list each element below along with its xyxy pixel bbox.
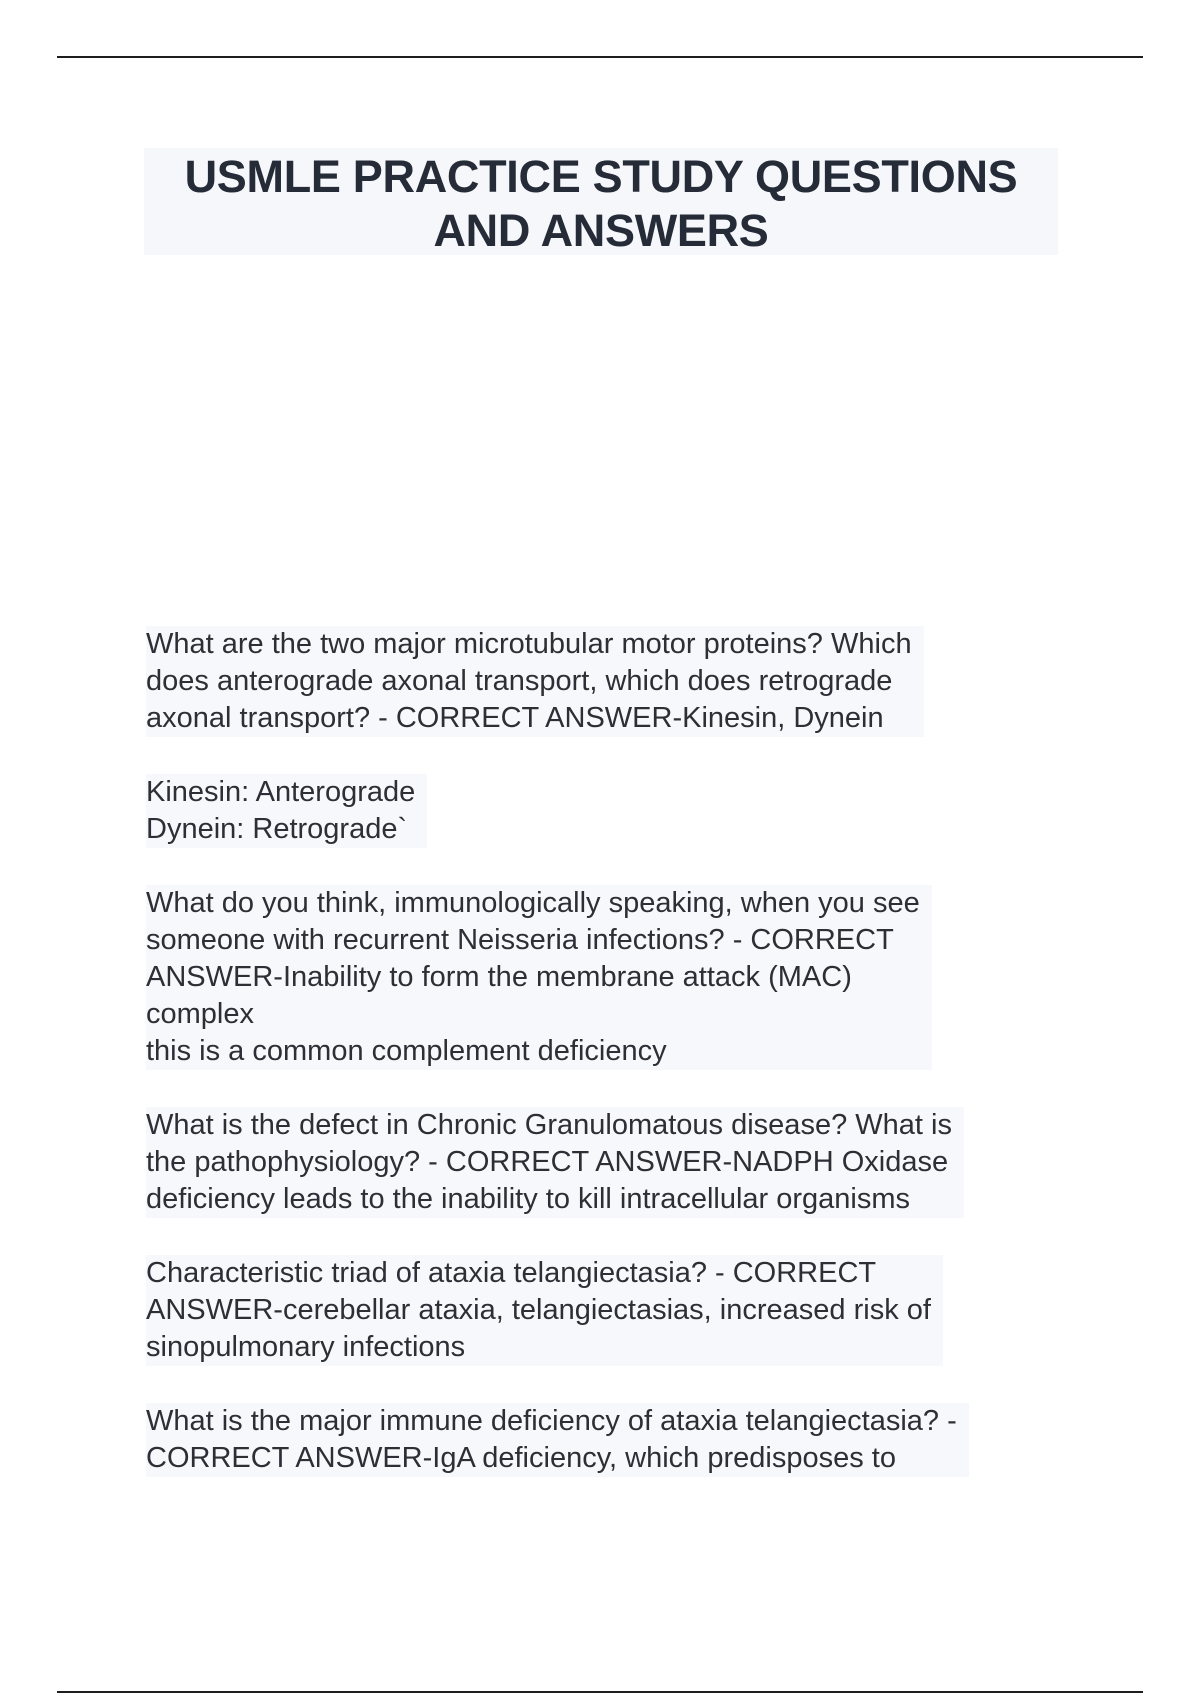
text-line: Characteristic triad of ataxia telangiectasia? - CORRECT <box>146 1257 877 1289</box>
text-line: ANSWER-cerebellar ataxia, telangiectasias, increased risk of <box>146 1294 931 1326</box>
title-box <box>144 148 1058 255</box>
bottom-rule <box>57 1691 1143 1693</box>
title-line-2: AND ANSWERS <box>433 205 769 256</box>
text-line: Kinesin: Anterograde <box>146 776 416 808</box>
text-line: What are the two major microtubular motor proteins? Which <box>146 628 912 660</box>
text-line: deficiency leads to the inability to kill intracellular organisms <box>146 1183 911 1215</box>
qa-block-motor-proteins <box>146 626 924 737</box>
text-line: complex <box>146 998 254 1030</box>
text-line: What do you think, immunologically speaking, when you see <box>146 887 920 919</box>
text-line: the pathophysiology? - CORRECT ANSWER-NADPH Oxidase <box>146 1146 949 1178</box>
text-line: does anterograde axonal transport, which does retrograde <box>146 665 893 697</box>
top-rule <box>57 56 1143 58</box>
text-line: this is a common complement deficiency <box>146 1035 667 1067</box>
text-line: What is the defect in Chronic Granulomatous disease? What is <box>146 1109 952 1141</box>
page-title <box>144 148 1058 258</box>
text-line: ANSWER-Inability to form the membrane attack (MAC) <box>146 961 852 993</box>
qa-content <box>146 626 1066 1514</box>
text-line: Dynein: Retrograde` <box>146 813 408 845</box>
text-line: sinopulmonary infections <box>146 1331 466 1363</box>
qa-block-cgd <box>146 1107 964 1218</box>
qa-block-ataxia-immune <box>146 1403 969 1477</box>
title-line-1: USMLE PRACTICE STUDY QUESTIONS <box>184 151 1018 202</box>
qa-block-neisseria <box>146 885 932 1070</box>
text-line: someone with recurrent Neisseria infections? - CORRECT <box>146 924 894 956</box>
text-line: CORRECT ANSWER-IgA deficiency, which predisposes to <box>146 1442 896 1474</box>
qa-block-kinesin-dynein <box>146 774 427 848</box>
text-line: What is the major immune deficiency of ataxia telangiectasia? - <box>146 1405 957 1437</box>
qa-block-ataxia-triad <box>146 1255 943 1366</box>
text-line: axonal transport? - CORRECT ANSWER-Kinesin, Dynein <box>146 702 884 734</box>
